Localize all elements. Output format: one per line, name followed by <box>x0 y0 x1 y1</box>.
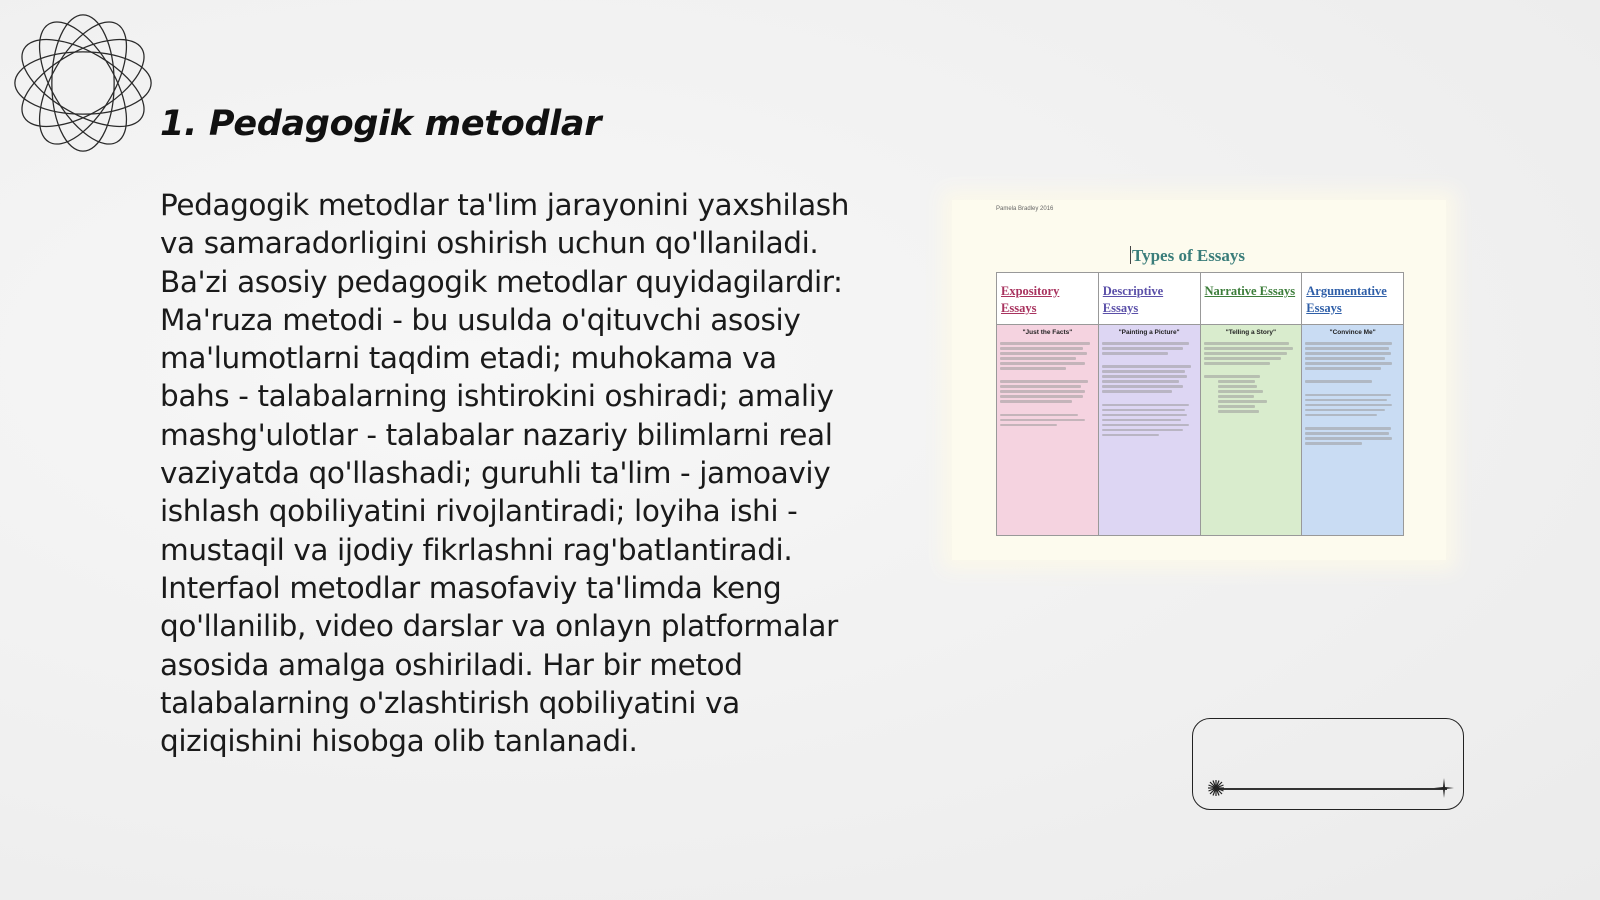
essay-column <box>1099 273 1201 535</box>
body-text: Pedagogik metodlar ta'lim jarayonini yaxshilash va samaradorligini oshirish uchun qo'llaniladi. Ba'zi asosiy pedagogik metodlar quyidagilardir: Ma'ruza metodi - bu usulda o'qituvchi asosiy ma'lumotlarni taqdim etadi; muhokama va bahs - talabalarning ishtirokini oshiradi; amaliy mashg'ulotlar - talabalar nazariy bilimlarni real vaziyatda qo'llashadi; guruhli ta'lim - jamoaviy ishlash qobiliyatini rivojlantiradi; loyiha ishi - mustaqil va ijodiy fikrlashni rag'batlantiradi. Interfaol metodlar masofaviy ta'limda keng qo'llanilib, video darslar va onlayn platformalar asosida amalga oshiriladi. Har bir metod talabalarning o'zlashtirish qobiliyatini va qiziqishini hisobga olib tanlanadi. <box>160 188 850 759</box>
column-heading: Expository Essays <box>997 273 1098 325</box>
author-credit: Pamela Bradley 2016 <box>996 206 1054 212</box>
decorative-frame <box>1192 718 1464 810</box>
column-subtitle: "Just the Facts" <box>1022 329 1073 336</box>
column-heading: Descriptive Essays <box>1099 273 1200 325</box>
essay-column <box>1302 273 1403 535</box>
column-subtitle: "Painting a Picture" <box>1118 329 1180 336</box>
slide-title: 1. Pedagogik metodlar <box>160 104 602 144</box>
column-heading: Narrative Essays <box>1201 273 1302 325</box>
essay-column <box>1201 273 1303 535</box>
sparkle-star-icon <box>1205 777 1227 799</box>
cross-star-icon <box>1433 777 1455 799</box>
column-body <box>1099 325 1200 535</box>
column-body <box>997 325 1098 535</box>
text-cursor <box>1130 246 1131 264</box>
essay-types-table <box>996 272 1404 536</box>
types-of-essays-image <box>952 200 1446 560</box>
rosette-icon <box>10 10 156 156</box>
column-subtitle: "Convince Me" <box>1329 329 1376 336</box>
column-heading: Argumentative Essays <box>1302 273 1403 325</box>
essay-column <box>997 273 1099 535</box>
decorative-line <box>1215 788 1447 790</box>
column-subtitle: "Telling a Story" <box>1225 329 1277 336</box>
essay-image-title: Types of Essays <box>1132 246 1246 265</box>
column-body <box>1302 325 1403 535</box>
column-body <box>1201 325 1302 535</box>
